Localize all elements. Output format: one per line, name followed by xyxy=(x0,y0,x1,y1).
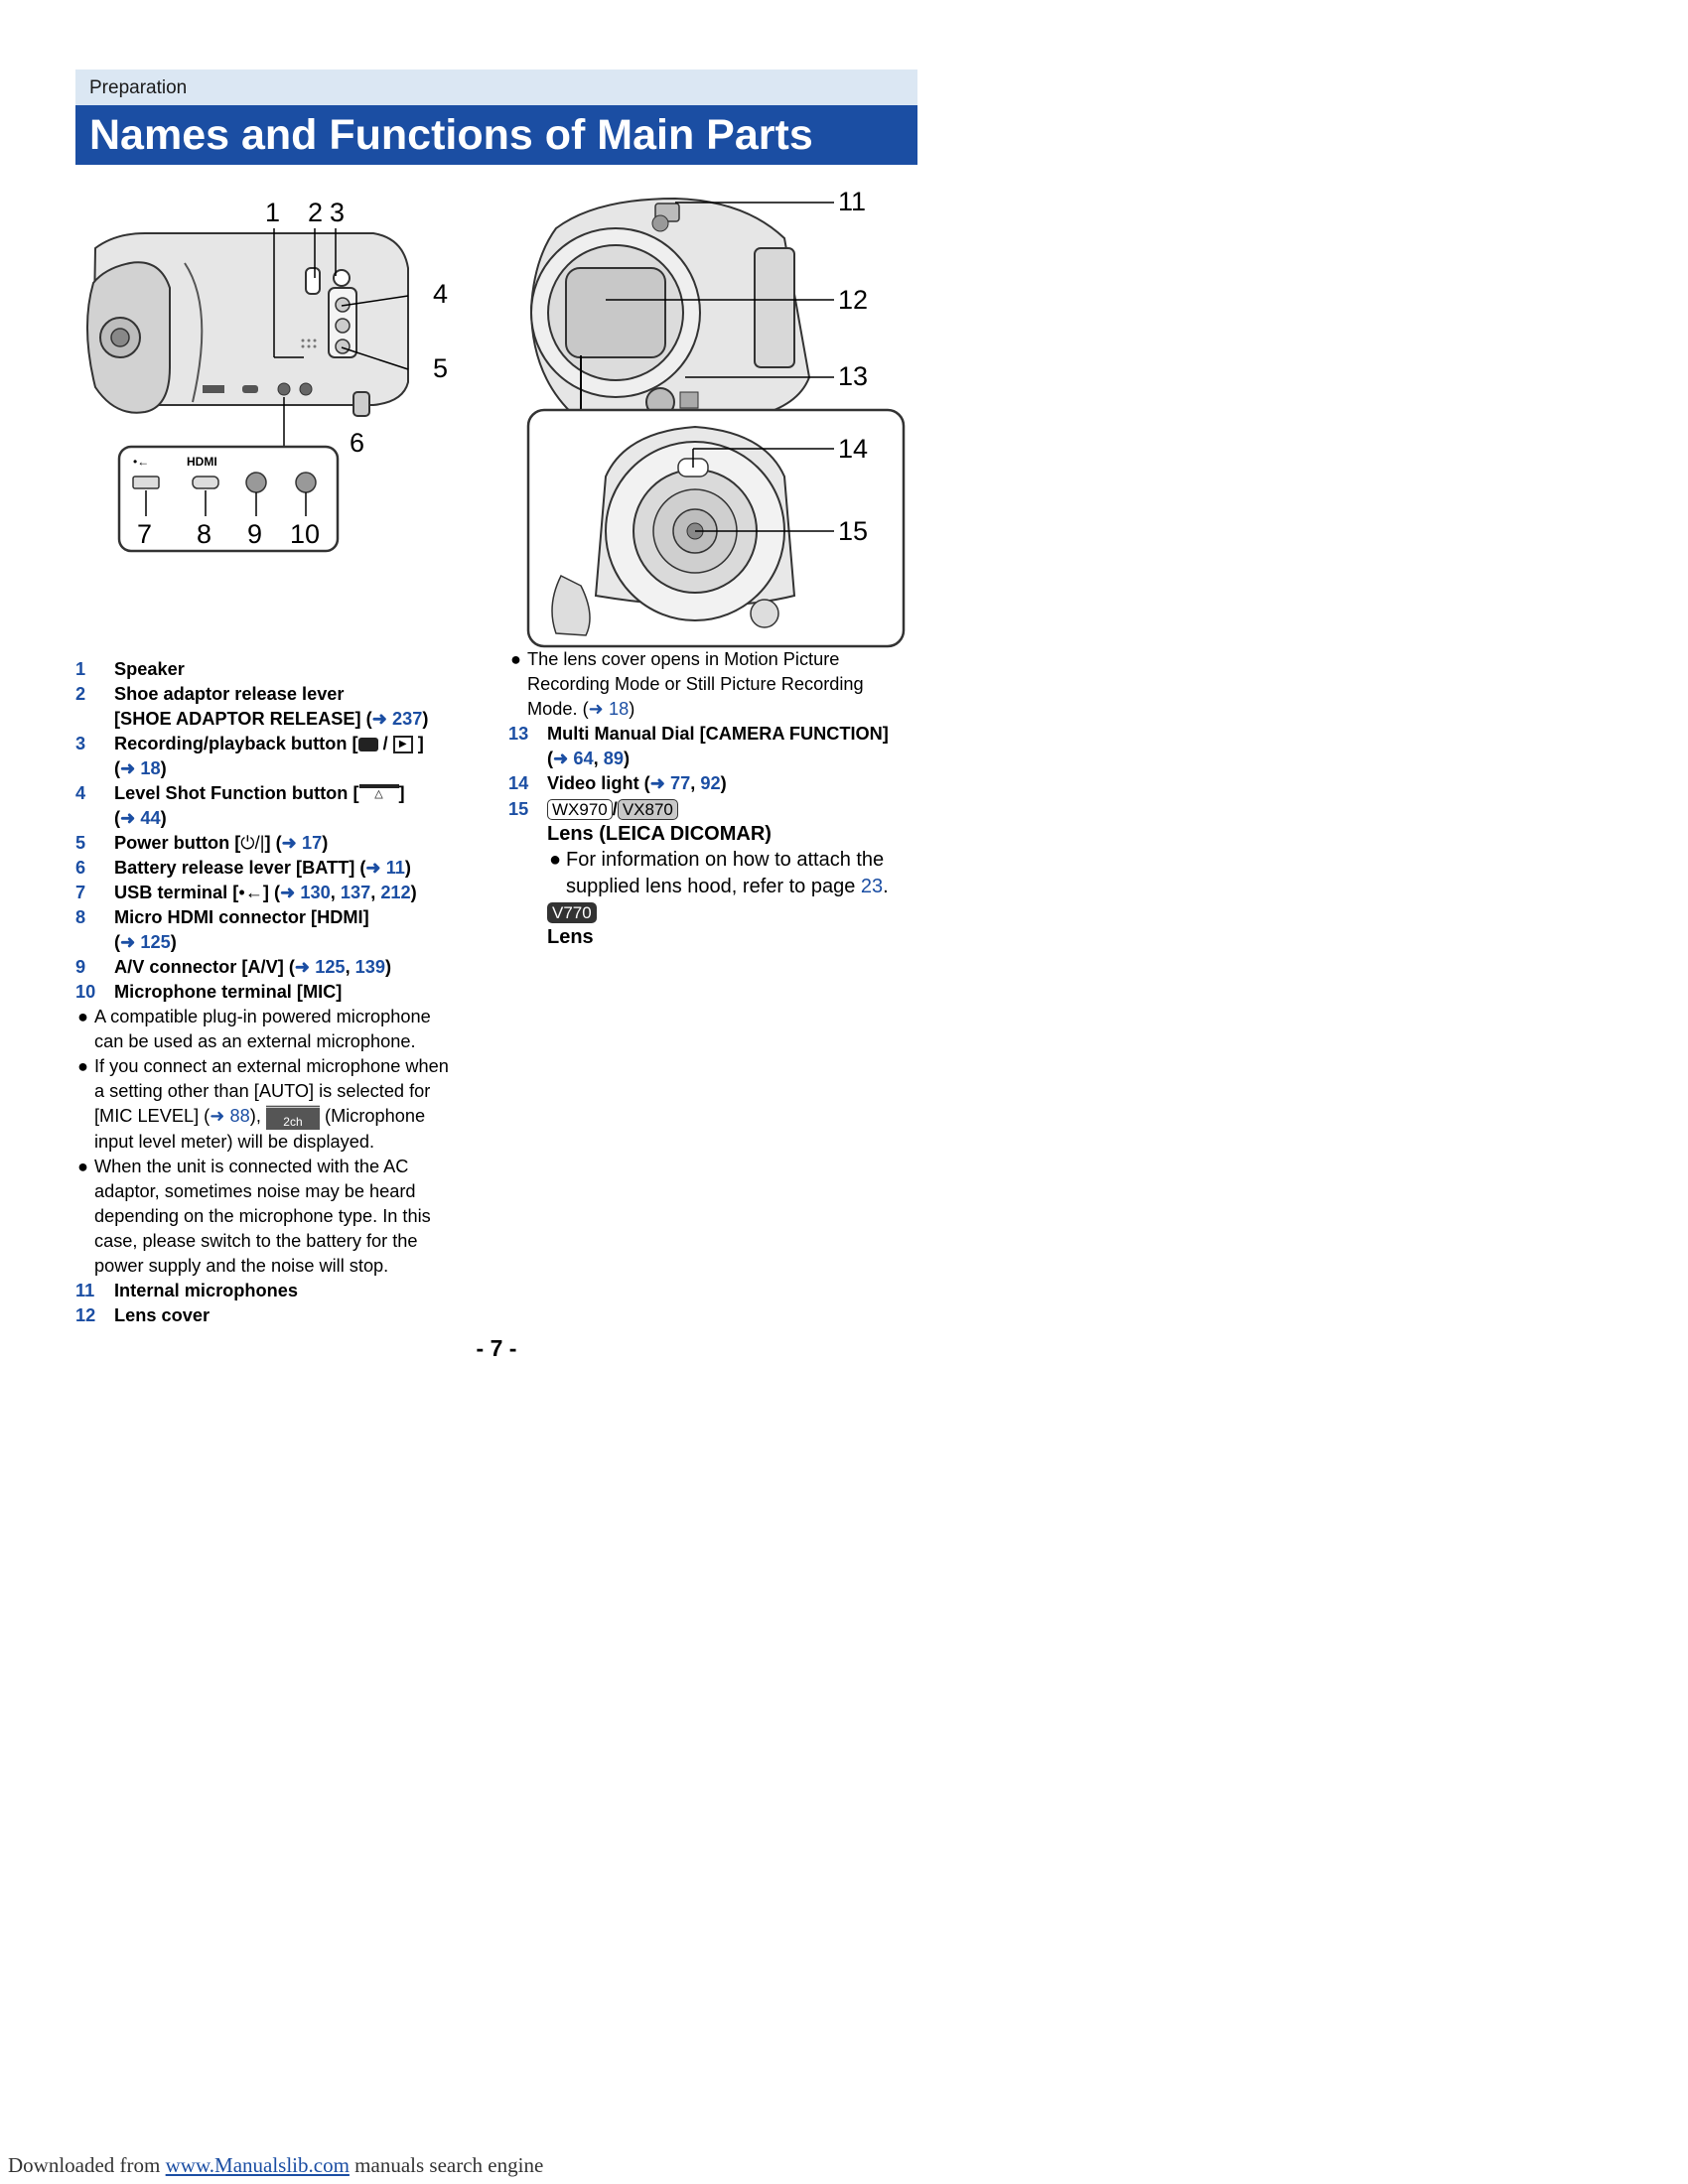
parts-list-right xyxy=(508,647,925,950)
section-header xyxy=(75,69,917,105)
page-title: Names and Functions of Main Parts xyxy=(89,111,813,159)
list-item: 1 Speaker xyxy=(75,659,185,679)
list-item: 6 Battery release lever [BATT] (➜ 11) xyxy=(75,858,411,878)
page-link[interactable]: 18 xyxy=(140,758,161,778)
callout-5: 5 xyxy=(433,353,449,383)
model-badge: VX870 xyxy=(618,799,678,820)
page-link[interactable]: 139 xyxy=(354,957,386,977)
bullet-item: ● The lens cover opens in Motion Picture Recording Mode or Still Picture Recording Mode. (➜ 18) xyxy=(510,649,864,719)
list-item: 5 Power button [⏻/|] (➜ 17) xyxy=(75,833,329,853)
model-badge: WX970 xyxy=(547,799,613,820)
level-shot-icon: △ xyxy=(359,784,399,804)
page-link[interactable]: 92 xyxy=(700,773,721,793)
camcorder-front-figure xyxy=(516,179,914,655)
title-band xyxy=(75,105,917,165)
page-link[interactable]: 130 xyxy=(300,883,331,902)
callout-6: 6 xyxy=(350,428,365,458)
list-item: 12 Lens cover xyxy=(75,1304,211,1325)
page-link[interactable]: 89 xyxy=(603,749,624,768)
list-item: 3 Recording/playback button [ / ▶ ] (➜ 18) xyxy=(75,734,424,778)
hdmi-port-text: HDMI xyxy=(187,455,217,469)
play-icon: ▶ xyxy=(393,736,413,753)
page-link[interactable]: 77 xyxy=(670,773,691,793)
download-footer: Downloaded from www.Manualslib.com manuals search engine xyxy=(8,2153,544,2177)
manualslib-link[interactable]: www.Manualslib.com xyxy=(165,2153,350,2177)
callout-9: 9 xyxy=(247,519,263,549)
mic-level-meter-icon: 2ch xyxy=(266,1105,320,1130)
bullet-item: ● A compatible plug-in powered microphone can be used as an external microphone. xyxy=(77,1007,431,1051)
model-badge: V770 xyxy=(547,902,597,923)
bullet-item: ● When the unit is connected with the AC adaptor, sometimes noise may be heard depending on the microphone type. In this case, please switch to the battery for the power supply and the noise will stop. xyxy=(77,1156,431,1276)
camcorder-side-figure xyxy=(75,189,492,566)
callout-7: 7 xyxy=(137,519,153,549)
list-item: 4 Level Shot Function button [ △ ] (➜ 44) xyxy=(75,783,405,828)
callout-2: 2 xyxy=(308,198,324,227)
callout-12: 12 xyxy=(838,285,869,315)
list-item: 10 Microphone terminal [MIC] xyxy=(75,982,343,1002)
bullet-item: ● For information on how to attach the supplied lens hood, refer to page 23. xyxy=(549,849,889,897)
page-link[interactable]: 137 xyxy=(340,883,371,902)
page-link[interactable]: 237 xyxy=(392,709,423,729)
list-item: 14 Video light (➜ 77, 92) xyxy=(508,773,727,793)
svg-text:•←: •← xyxy=(133,455,150,469)
bullet-item: ● If you connect an external microphone when a setting other than [AUTO] is selected for [MIC LEVEL] (➜ 88), 2ch (Microphone input level meter) will be displayed. xyxy=(77,1056,449,1152)
callout-14: 14 xyxy=(838,434,869,464)
callout-10: 10 xyxy=(290,519,321,549)
callout-13: 13 xyxy=(838,361,869,391)
usb-icon: •← xyxy=(238,883,263,902)
page-link[interactable]: 88 xyxy=(229,1106,250,1126)
callout-11: 11 xyxy=(838,187,867,216)
page-number: - 7 - xyxy=(476,1335,517,1361)
callout-3: 3 xyxy=(330,198,346,227)
section-label: Preparation xyxy=(89,77,188,98)
page-link[interactable]: 125 xyxy=(315,957,346,977)
page-link[interactable]: 64 xyxy=(573,749,594,768)
list-item: 7 USB terminal [•←] (➜ 130, 137, 212) xyxy=(75,883,417,902)
list-item: 9 A/V connector [A/V] (➜ 125, 139) xyxy=(75,957,392,977)
list-item: 15 WX970 / VX870 Lens (LEICA DICOMAR) ● For information on how to attach the supplied lens hood, refer to page 23. V770 Lens xyxy=(508,797,925,950)
callout-1: 1 xyxy=(265,198,281,227)
page-link[interactable]: 212 xyxy=(380,883,411,902)
list-item: 2 Shoe adaptor release lever [SHOE ADAPTOR RELEASE] (➜ 237) xyxy=(75,684,429,729)
list-item: 13 Multi Manual Dial [CAMERA FUNCTION] (➜ 64, 89) xyxy=(508,724,889,768)
page-link[interactable]: 23 xyxy=(860,876,884,897)
parts-list-left xyxy=(75,657,492,1328)
callout-8: 8 xyxy=(197,519,212,549)
page-link[interactable]: 11 xyxy=(385,858,405,878)
video-camera-icon xyxy=(358,738,378,751)
list-item: 11 Internal microphones xyxy=(75,1280,298,1300)
power-icon: ⏻/| xyxy=(240,833,265,853)
page-link[interactable]: 18 xyxy=(608,699,630,719)
callout-15: 15 xyxy=(838,516,869,546)
page-link[interactable]: 125 xyxy=(140,932,171,952)
callout-4: 4 xyxy=(433,279,449,309)
page-link[interactable]: 44 xyxy=(140,808,161,828)
list-item: 8 Micro HDMI connector [HDMI] (➜ 125) xyxy=(75,907,369,952)
page-link[interactable]: 17 xyxy=(301,833,323,853)
